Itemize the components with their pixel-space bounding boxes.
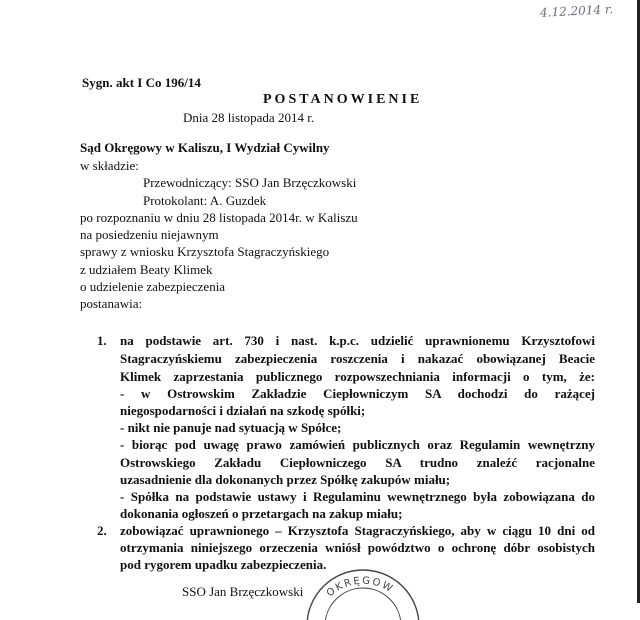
decision-verb: postanawia: [80,296,143,311]
item-line: Ostrowskiego Zakładu Ciepłowniczego SA trudno znaleźć racjonalne [120,455,595,470]
item-number: 2. [97,523,107,538]
item-line: - biorąc pod uwagę prawo zamówień publicznych oraz Regulamin wewnętrzny [120,437,595,452]
item-line: pod rygorem upadku zabezpieczenia. [120,557,327,572]
document-title: POSTANOWIENIE [263,92,423,107]
item-line: uzasadnienie dla dokonanych przez Spółkę zakupów miału; [120,472,451,487]
court-clerk: Protokolant: A. Guzdek [143,193,267,208]
intro-line: po rozpoznaniu w dniu 28 listopada 2014r. w Kaliszu [80,210,358,225]
intro-line: z udziałem Beaty Klimek [80,262,213,277]
item-line: - nikt nie panuje nad sytuacją w Spółce; [120,420,342,435]
item-number: 1. [97,333,107,348]
item-line: niegospodarności i działań na szkodę spółki; [120,403,366,418]
presiding-judge: Przewodniczący: SSO Jan Brzęczkowski [143,175,357,190]
item-line: na podstawie art. 730 i nast. k.p.c. udzielić uprawnionemu Krzysztofowi [120,333,595,348]
court-name: Sąd Okręgowy w Kaliszu, I Wydział Cywilny [80,140,330,155]
item-line: dokonania ogłoszeń o przetargach na zakup miału; [120,506,403,521]
svg-text:OKRĘGOW: OKRĘGOW [324,575,396,600]
case-signature: Sygn. akt I Co 196/14 [82,75,201,90]
item-line: otrzymania niniejszego orzeczenia wniósł powództwo o ochronę dóbr osobistych [120,540,595,555]
item-line: - w Ostrowskim Zakładzie Ciepłowniczym SA dochodzi do rażącej [120,386,595,401]
item-line: zobowiązać uprawnionego – Krzysztofa Stagraczyńskiego, aby w ciągu 10 dni od [120,523,595,538]
item-line: - Spółka na podstawie ustawy i Regulaminu wewnętrznego była zobowiązana do [120,489,595,504]
court-seal-stamp [298,560,428,620]
intro-line: o udzielenie zabezpieczenia [80,279,226,294]
handwritten-date: 4.12.2014 r. [539,2,614,20]
intro-line: na posiedzeniu niejawnym [80,227,219,242]
intro-line: sprawy z wniosku Krzysztofa Stagraczyńskiego [80,244,330,259]
decision-date: Dnia 28 listopada 2014 r. [183,110,315,125]
composition-label: w składzie: [80,158,139,173]
item-line: Klimek zaprzestania publicznego rozpowszechniania informacji o tym, że: [120,369,595,384]
item-line: Stagraczyńskiemu zabezpieczenia roszczenia i nakazać obowiązanej Beacie [120,351,595,366]
signer-name: SSO Jan Brzęczkowski [182,584,304,599]
